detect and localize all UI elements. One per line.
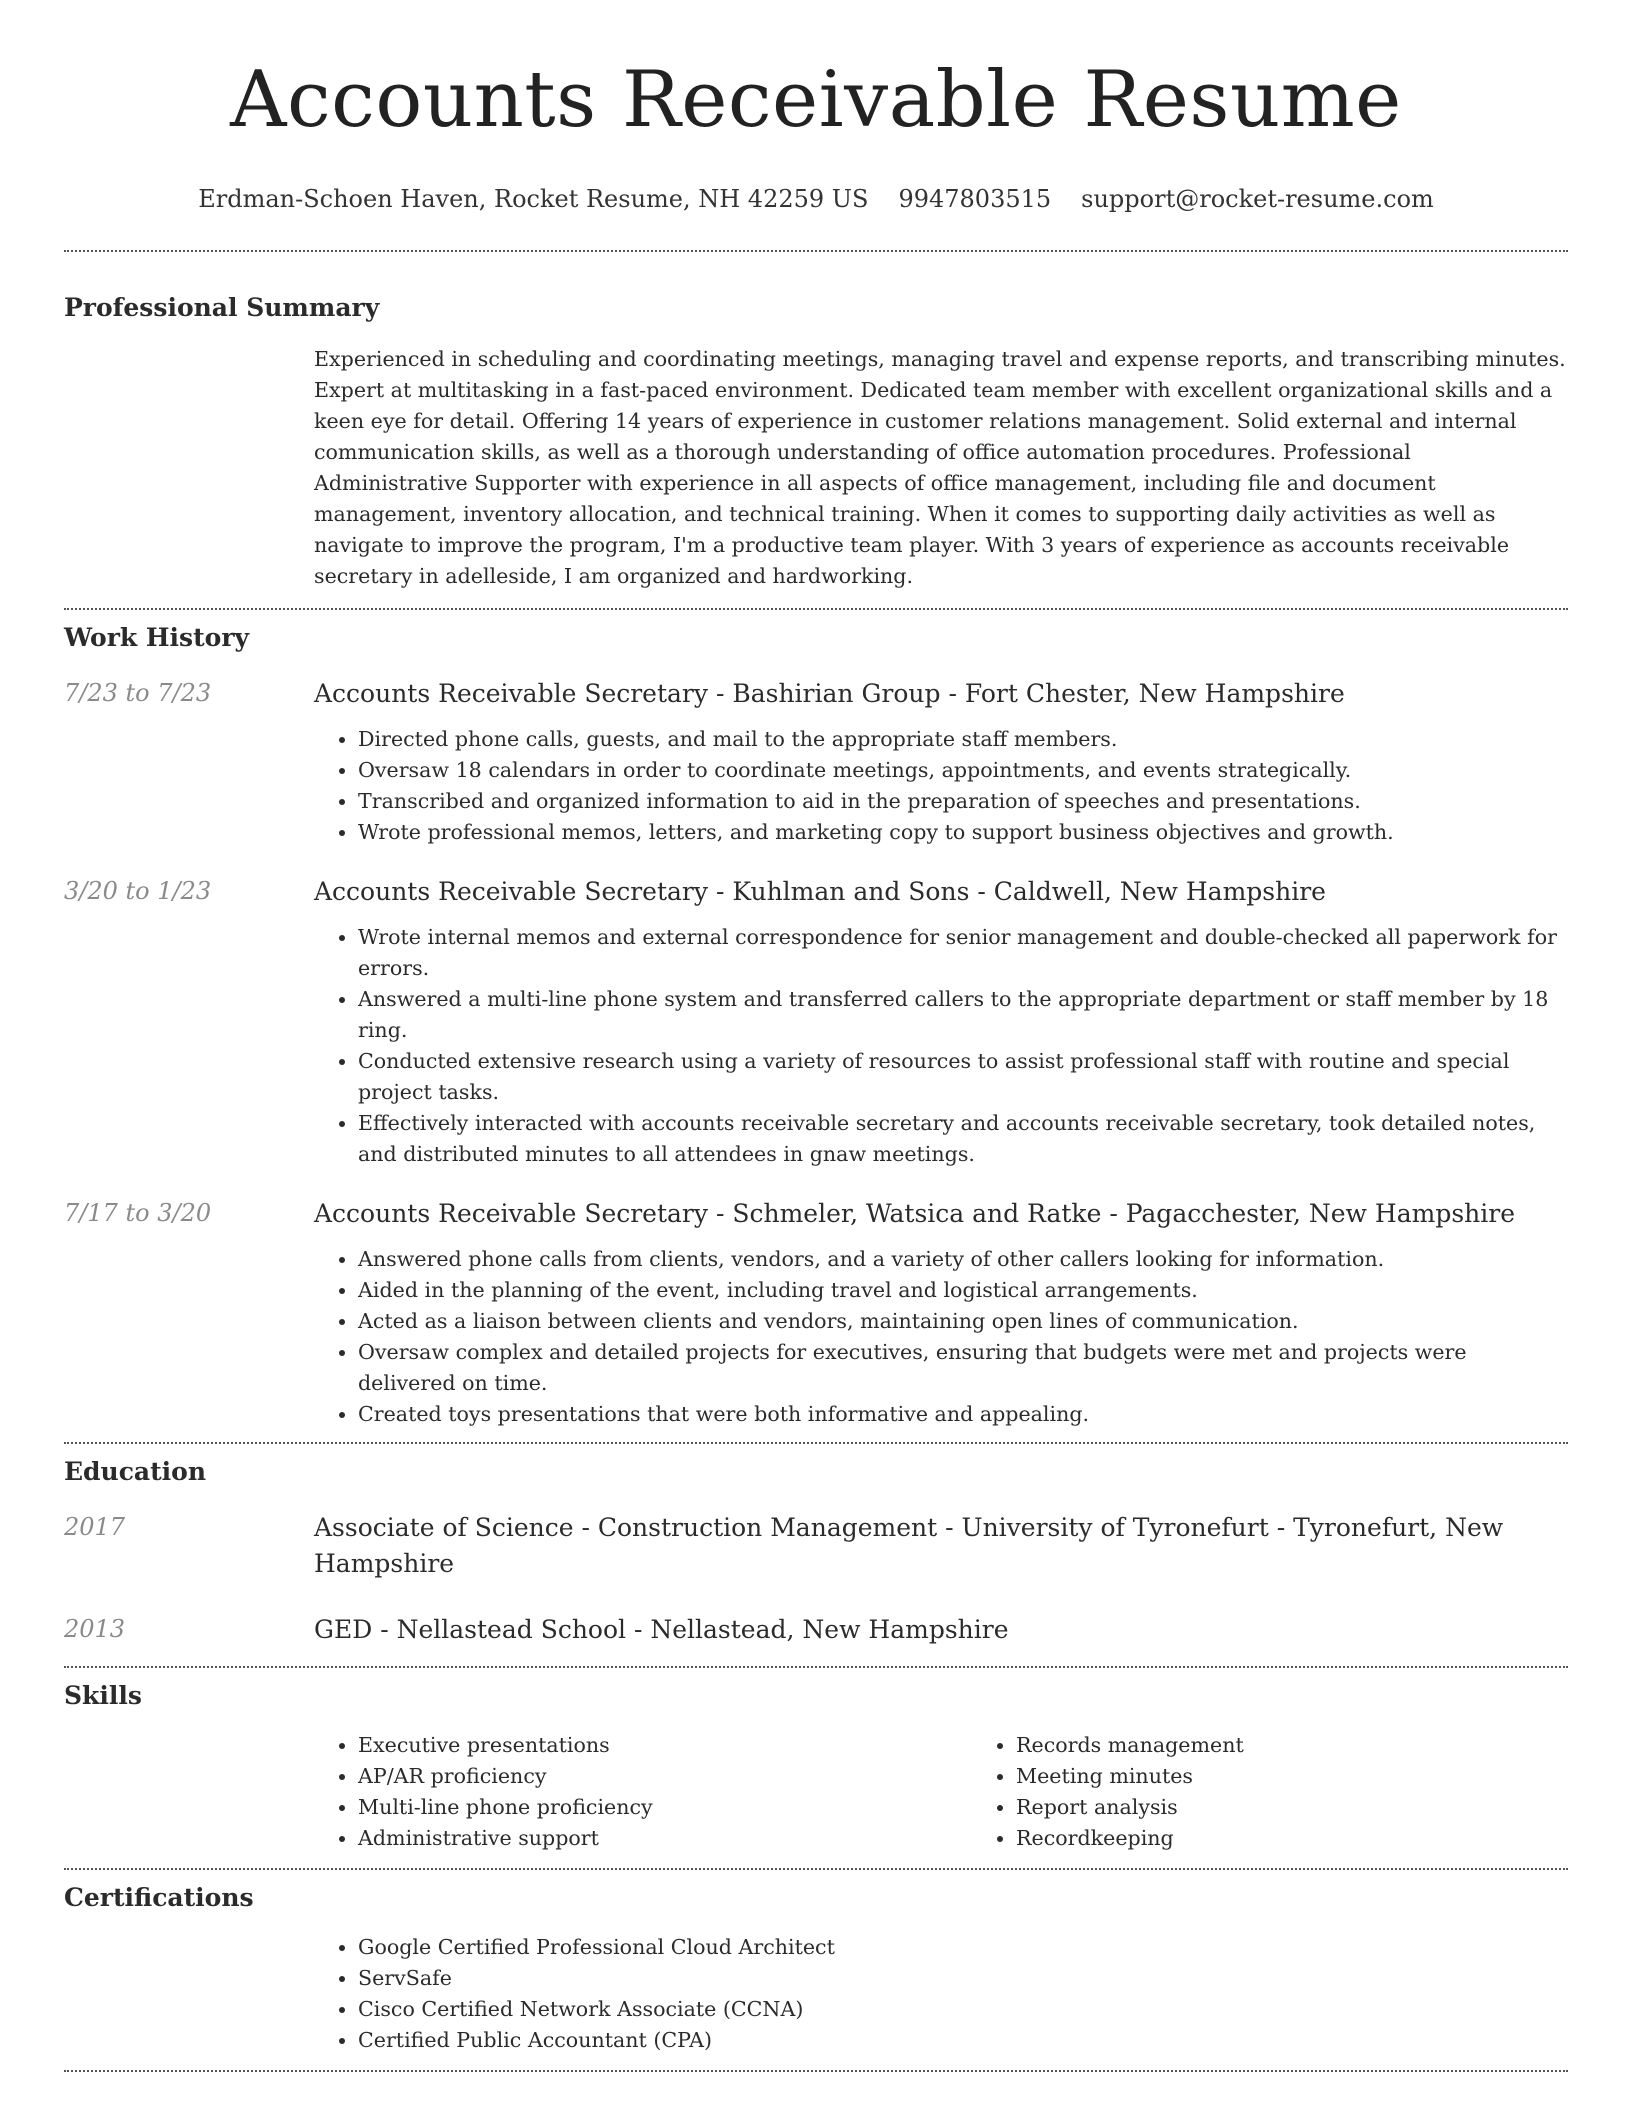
job-heading: Accounts Receivable Secretary - Kuhlman and Sons - Caldwell, New Hampshire: [314, 877, 1326, 906]
education-section: [64, 1444, 1568, 1648]
section-title-skills: Skills: [64, 1681, 142, 1710]
job-bullets: [314, 1244, 1568, 1430]
skills-list-left: [314, 1730, 972, 1854]
list-item: • Records management: [1016, 1730, 1630, 1761]
list-item: • Oversaw 18 calendars in order to coordinate meetings, appointments, and events strategically.: [358, 755, 1568, 786]
job-content: [314, 676, 1568, 848]
resume-title: Accounts Receivable Resume: [230, 55, 1402, 145]
education-content: [314, 1510, 1568, 1582]
job-bullets: [314, 724, 1568, 848]
job-date: 3/20 to 1/23: [64, 877, 212, 905]
list-item: • Cisco Certified Network Associate (CCNA): [358, 1994, 1568, 2025]
skills-section: [64, 1668, 1568, 1854]
list-item: • Wrote internal memos and external correspondence for senior management and double-checked all paperwork for errors.: [358, 922, 1568, 984]
list-item: • Directed phone calls, guests, and mail to the appropriate staff members.: [358, 724, 1568, 755]
job-entry: [64, 676, 1568, 848]
list-item: • Executive presentations: [358, 1730, 972, 1761]
list-item: • Wrote professional memos, letters, and marketing copy to support business objectives and growth.: [358, 817, 1568, 848]
list-item: • Answered a multi-line phone system and transferred callers to the appropriate department or staff member by 18 ring.: [358, 984, 1568, 1046]
list-item: • Google Certified Professional Cloud Architect: [358, 1932, 1568, 1963]
list-item: • Conducted extensive research using a variety of resources to assist professional staff with routine and special project tasks.: [358, 1046, 1568, 1108]
skills-list-right: [972, 1730, 1630, 1854]
list-item: • ServSafe: [358, 1963, 1568, 1994]
list-item: • Transcribed and organized information to aid in the preparation of speeches and presentations.: [358, 786, 1568, 817]
section-title-summary: Professional Summary: [64, 293, 380, 322]
list-item: • Created toys presentations that were both informative and appealing.: [358, 1399, 1568, 1430]
list-item: • Effectively interacted with accounts receivable secretary and accounts receivable secretary, took detailed notes, and distributed minutes to all attendees in gnaw meetings.: [358, 1108, 1568, 1170]
list-item: • Certified Public Accountant (CPA): [358, 2025, 1568, 2056]
section-divider: [64, 2070, 1568, 2072]
summary-text: Experienced in scheduling and coordinating meetings, managing travel and expense reports, and transcribing minutes. Expert at multitasking in a fast-paced environment. Dedicated team member with excellent organizational skills and a keen eye for detail. Offering 14 years of experience in customer relations management. Solid external and internal communication skills, as well as a thorough understanding of office automation procedures. Professional Administrative Supporter with experience in all aspects of office management, including file and document management, inventory allocation, and technical training. When it comes to supporting daily activities as well as navigate to improve the program, I'm a productive team player. With 3 years of experience as accounts receivable secretary in adelleside, I am organized and hardworking.: [314, 347, 1566, 588]
contact-email: support@rocket-resume.com: [1081, 185, 1434, 213]
skills-columns: [314, 1730, 1568, 1854]
section-title-education: Education: [64, 1457, 207, 1486]
job-entry: [64, 874, 1568, 1170]
job-heading: Accounts Receivable Secretary - Schmeler, Watsica and Ratke - Pagacchester, New Hampshire: [314, 1199, 1515, 1228]
list-item: • Multi-line phone proficiency: [358, 1792, 972, 1823]
list-item: • Meeting minutes: [1016, 1761, 1630, 1792]
list-item: • Recordkeeping: [1016, 1823, 1630, 1854]
section-title-work-history: Work History: [64, 623, 250, 652]
job-date: 7/17 to 3/20: [64, 1199, 212, 1227]
list-item: • Report analysis: [1016, 1792, 1630, 1823]
education-date: 2017: [64, 1513, 126, 1541]
contact-line: [64, 184, 1568, 214]
section-title-certifications: Certifications: [64, 1883, 254, 1912]
certifications-list: [314, 1932, 1568, 2056]
list-item: • Answered phone calls from clients, vendors, and a variety of other callers looking for information.: [358, 1244, 1568, 1275]
job-content: [314, 874, 1568, 1170]
contact-phone: 9947803515: [898, 185, 1052, 213]
education-heading: Associate of Science - Construction Management - University of Tyronefurt - Tyronefurt, New Hampshire: [314, 1513, 1504, 1578]
job-date: 7/23 to 7/23: [64, 679, 212, 707]
job-bullets: [314, 922, 1568, 1170]
contact-address: Erdman-Schoen Haven, Rocket Resume, NH 42259 US: [198, 185, 869, 213]
list-item: • Administrative support: [358, 1823, 972, 1854]
education-entry: [64, 1612, 1568, 1648]
education-date: 2013: [64, 1615, 126, 1643]
list-item: • Acted as a liaison between clients and vendors, maintaining open lines of communication.: [358, 1306, 1568, 1337]
education-entry: [64, 1510, 1568, 1582]
education-content: [314, 1612, 1568, 1648]
job-entry: [64, 1196, 1568, 1442]
certifications-block: [314, 1932, 1568, 2056]
list-item: • Aided in the planning of the event, including travel and logistical arrangements.: [358, 1275, 1568, 1306]
education-heading: GED - Nellastead School - Nellastead, New Hampshire: [314, 1615, 1009, 1644]
list-item: • AP/AR proficiency: [358, 1761, 972, 1792]
job-heading: Accounts Receivable Secretary - Bashirian Group - Fort Chester, New Hampshire: [314, 679, 1345, 708]
list-item: • Oversaw complex and detailed projects for executives, ensuring that budgets were met and projects were delivered on time.: [358, 1337, 1568, 1399]
summary-section: [64, 252, 1568, 592]
work-history-section: [64, 610, 1568, 1442]
certifications-section: [64, 1870, 1568, 2056]
job-content: [314, 1196, 1568, 1442]
